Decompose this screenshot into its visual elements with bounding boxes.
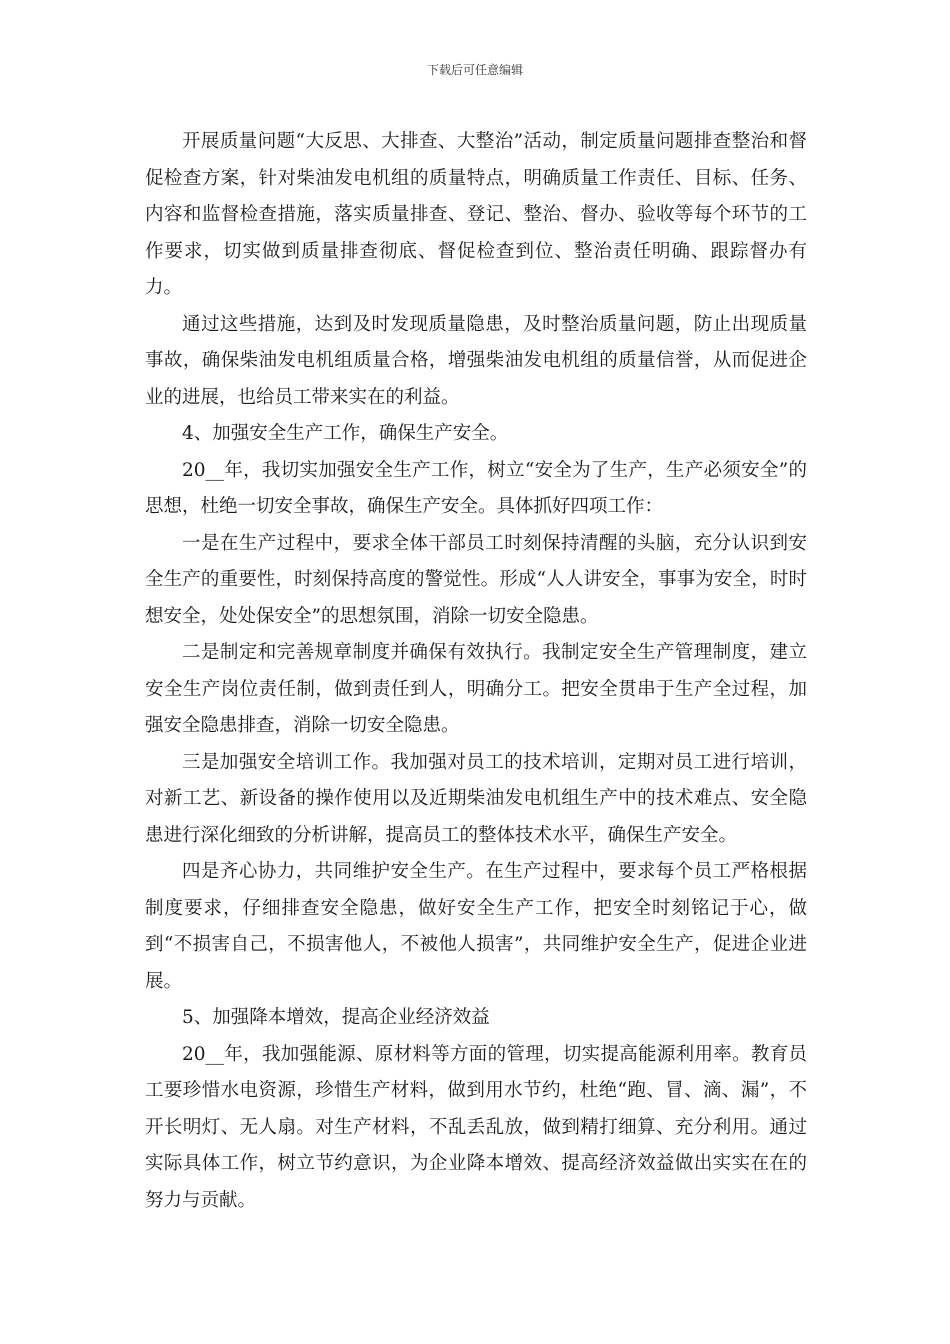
paragraph-cost-reduction: 20__年，我加强能源、原材料等方面的管理，切实提高能源利用率。教育员工要珍惜水电资源，珍惜生产材料，做到用水节约，杜绝“跑、冒、滴、漏”，不开长明灯、无人扇。对生产材料，不乱丢乱放，做到精打细算、充分利用。通过实际具体工作，树立节约意识，为企业降本增效、提高经济效益做出实实在在的努力与贡献。 xyxy=(145,1043,807,1211)
page-header-note: 下载后可任意编辑 xyxy=(426,63,523,77)
paragraph-safety-item-4: 四是齐心协力，共同维护安全生产。在生产过程中，要求每个员工严格根据制度要求，仔细排查安全隐患，做好安全生产工作，把安全时刻铭记于心，做到“不损害自己，不损害他人，不被他人损害”，共同维护安全生产，促进企业进展。 xyxy=(145,861,807,992)
paragraph-quality-campaign: 开展质量问题“大反思、大排查、大整治”活动，制定质量问题排查整治和督促检查方案，针对柴油发电机组的质量特点，明确质量工作责任、目标、任务、内容和监督检查措施，落实质量排查、登记、整治、督办、验收等每个环节的工作要求，切实做到质量排查彻底、督促检查到位、整治责任明确、跟踪督办有力。 xyxy=(145,131,807,298)
paragraph-safety-item-3: 三是加强安全培训工作。我加强对员工的技术培训，定期对员工进行培训，对新工艺、新设备的操作使用以及近期柴油发电机组生产中的技术难点、安全隐患进行深化细致的分析讲解，提高员工的整体技术水平，确保生产安全。 xyxy=(145,751,807,846)
section-heading-safety: 4、加强安全生产工作，确保生产安全。 xyxy=(182,423,509,444)
paragraph-safety-item-2: 二是制定和完善规章制度并确保有效执行。我制定安全生产管理制度，建立安全生产岗位责任制，做到责任到人，明确分工。把安全贯串于生产全过程，加强安全隐患排查，消除一切安全隐患。 xyxy=(145,642,807,736)
document-body xyxy=(145,124,807,1219)
paragraph-quality-results: 通过这些措施，达到及时发现质量隐患，及时整治质量问题，防止出现质量事故，确保柴油发电机组质量合格，增强柴油发电机组的质量信誉，从而促进企业的进展，也给员工带来实在的利益。 xyxy=(145,313,807,408)
section-heading-cost-reduction: 5、加强降本增效，提高企业经济效益 xyxy=(182,1007,490,1028)
paragraph-safety-item-1: 一是在生产过程中，要求全体干部员工时刻保持清醒的头脑，充分认识到安全生产的重要性，时刻保持高度的警觉性。形成“人人讲安全，事事为安全，时时想安全，处处保安全”的思想氛围，消除一切安全隐患。 xyxy=(145,532,807,627)
paragraph-safety-intro: 20__年，我切实加强安全生产工作，树立“安全为了生产，生产必须安全”的思想，杜绝一切安全事故，确保生产安全。具体抓好四项工作： xyxy=(145,459,807,517)
